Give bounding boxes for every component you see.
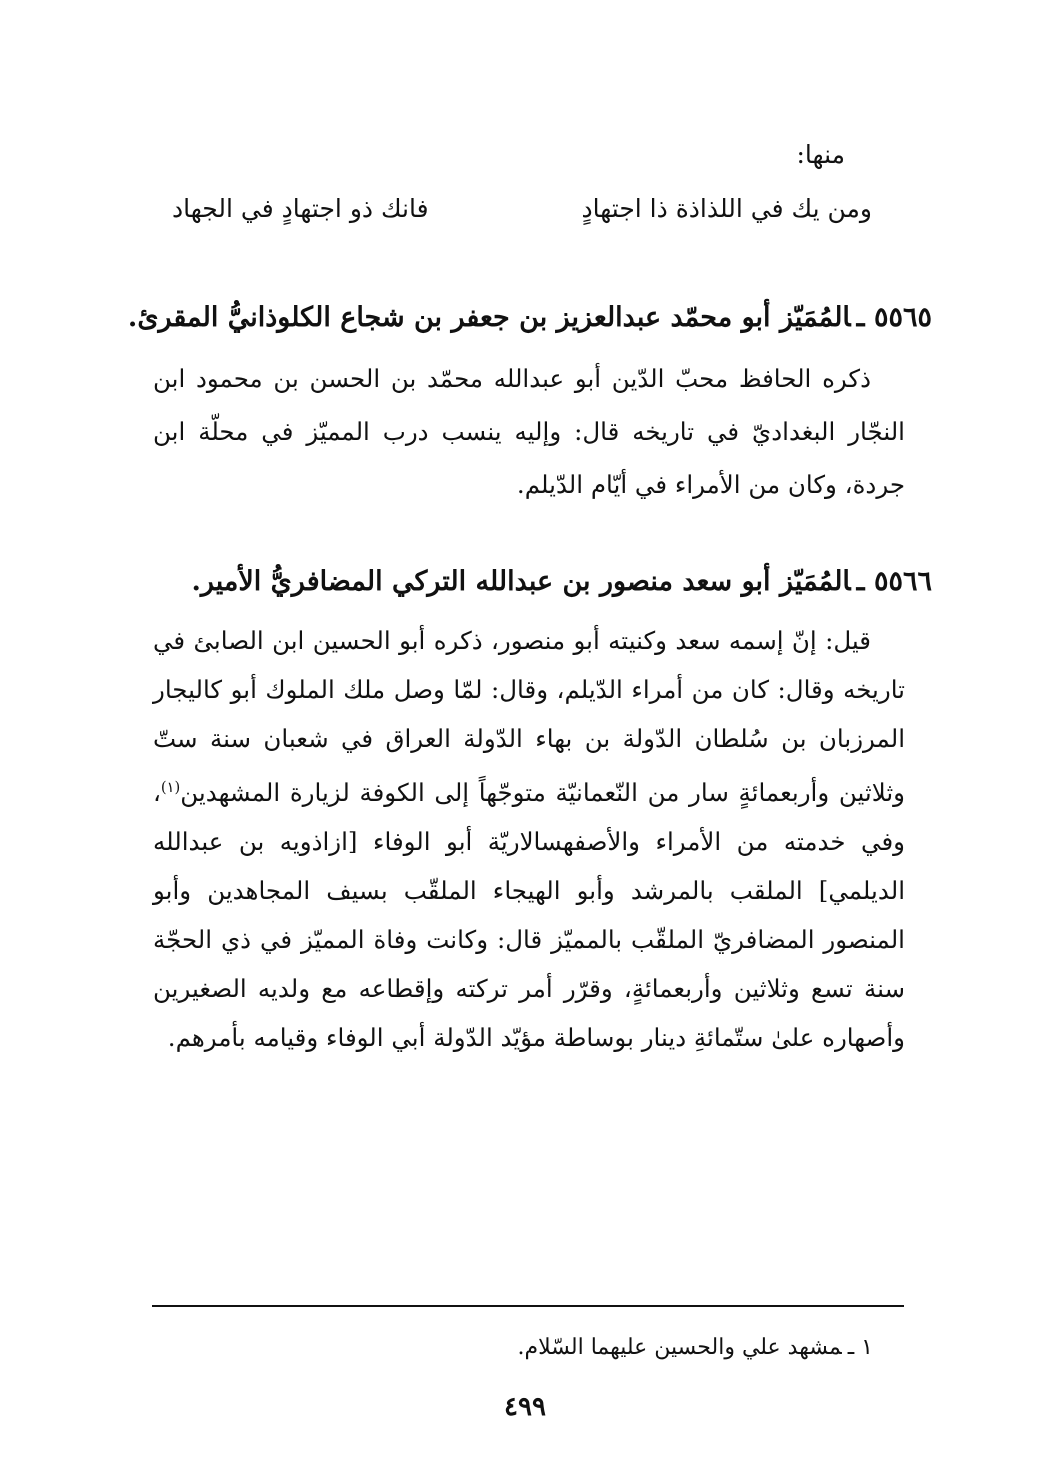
footnote-number: ١ ـ [847, 1335, 873, 1360]
entry-number: ٥٥٦٦ ـ [856, 566, 932, 597]
entry-paragraph: ذكره الحافظ محبّ الدّين أبو عبدالله محمّد بن الحسن بن محمود ابن النجّار البغداديّ في تاريخه قال: وإليه ينسب درب المميّز في محلّة ابن جردة، وكان من الأمراء في أيّام الدّيلم. [153, 364, 905, 499]
entry-body-5566 [153, 616, 905, 1062]
entry-title-text: المُمَيّز أبو سعد منصور بن عبدالله التركي المضافريُّ الأمير. [191, 566, 851, 597]
paragraph-text-before-note: قيل: إنّ إسمه سعد وكنيته أبو منصور، ذكره أبو الحسين ابن الصابئ في تاريخه وقال: كان من أمراء الدّيلم، وقال: لمّا وصل ملك الملوك أبو كاليجار المرزبان بن سُلطان الدّولة بن بهاء الدّولة العراق في شعبان سنة ستّ وثلاثين وأربعمائةٍ سار من النّعمانيّة متوجّهاً إلى الكوفة لزيارة المشهدين [153, 626, 905, 808]
entry-title-text: المُمَيّز أبو محمّد عبدالعزيز بن جعفر بن شجاع الكلوذانيُّ المقرئ. [127, 302, 851, 333]
footnote [518, 1332, 873, 1364]
verse-first-hemistich: ومن يك في اللذاذة ذا اجتهادٍ [581, 194, 872, 223]
entry-heading-5566 [132, 562, 932, 602]
intro-label: منها: [796, 140, 845, 169]
paragraph-text-after-note: ، وفي خدمته من الأمراء والأصفهسالاريّة أبو الوفاء [ازاذويه بن عبدالله الديلمي] الملقب بالمرشد وأبو الهيجاء الملقّب بسيف المجاهدين وأبو المنصور المضافريّ الملقّب بالمميّز قال: وكانت وفاة المميّز في ذي الحجّة سنة تسع وثلاثين وأربعمائةٍ، وقرّر أمر تركته وإقطاعه مع ولديه الصغيرين وأصهاره علىٰ ستّمائةِ دينار بوساطة مؤيّد الدّولة أبي الوفاء وقيامه بأمرهم. [153, 778, 905, 1053]
entry-number: ٥٥٦٥ ـ [856, 302, 932, 333]
footnote-reference: (١) [160, 779, 181, 796]
entry-body-5565 [153, 352, 905, 511]
footnote-divider [152, 1305, 904, 1307]
entry-paragraph [153, 616, 905, 1062]
verse-second-hemistich: فانك ذو اجتهادٍ في الجهاد [172, 194, 429, 223]
footnote-text: مشهد علي والحسين عليهما السّلام. [517, 1335, 842, 1360]
poetry-verse [172, 190, 872, 228]
entry-heading-5565 [127, 298, 932, 338]
page-number: ٤٩٩ [504, 1392, 546, 1422]
